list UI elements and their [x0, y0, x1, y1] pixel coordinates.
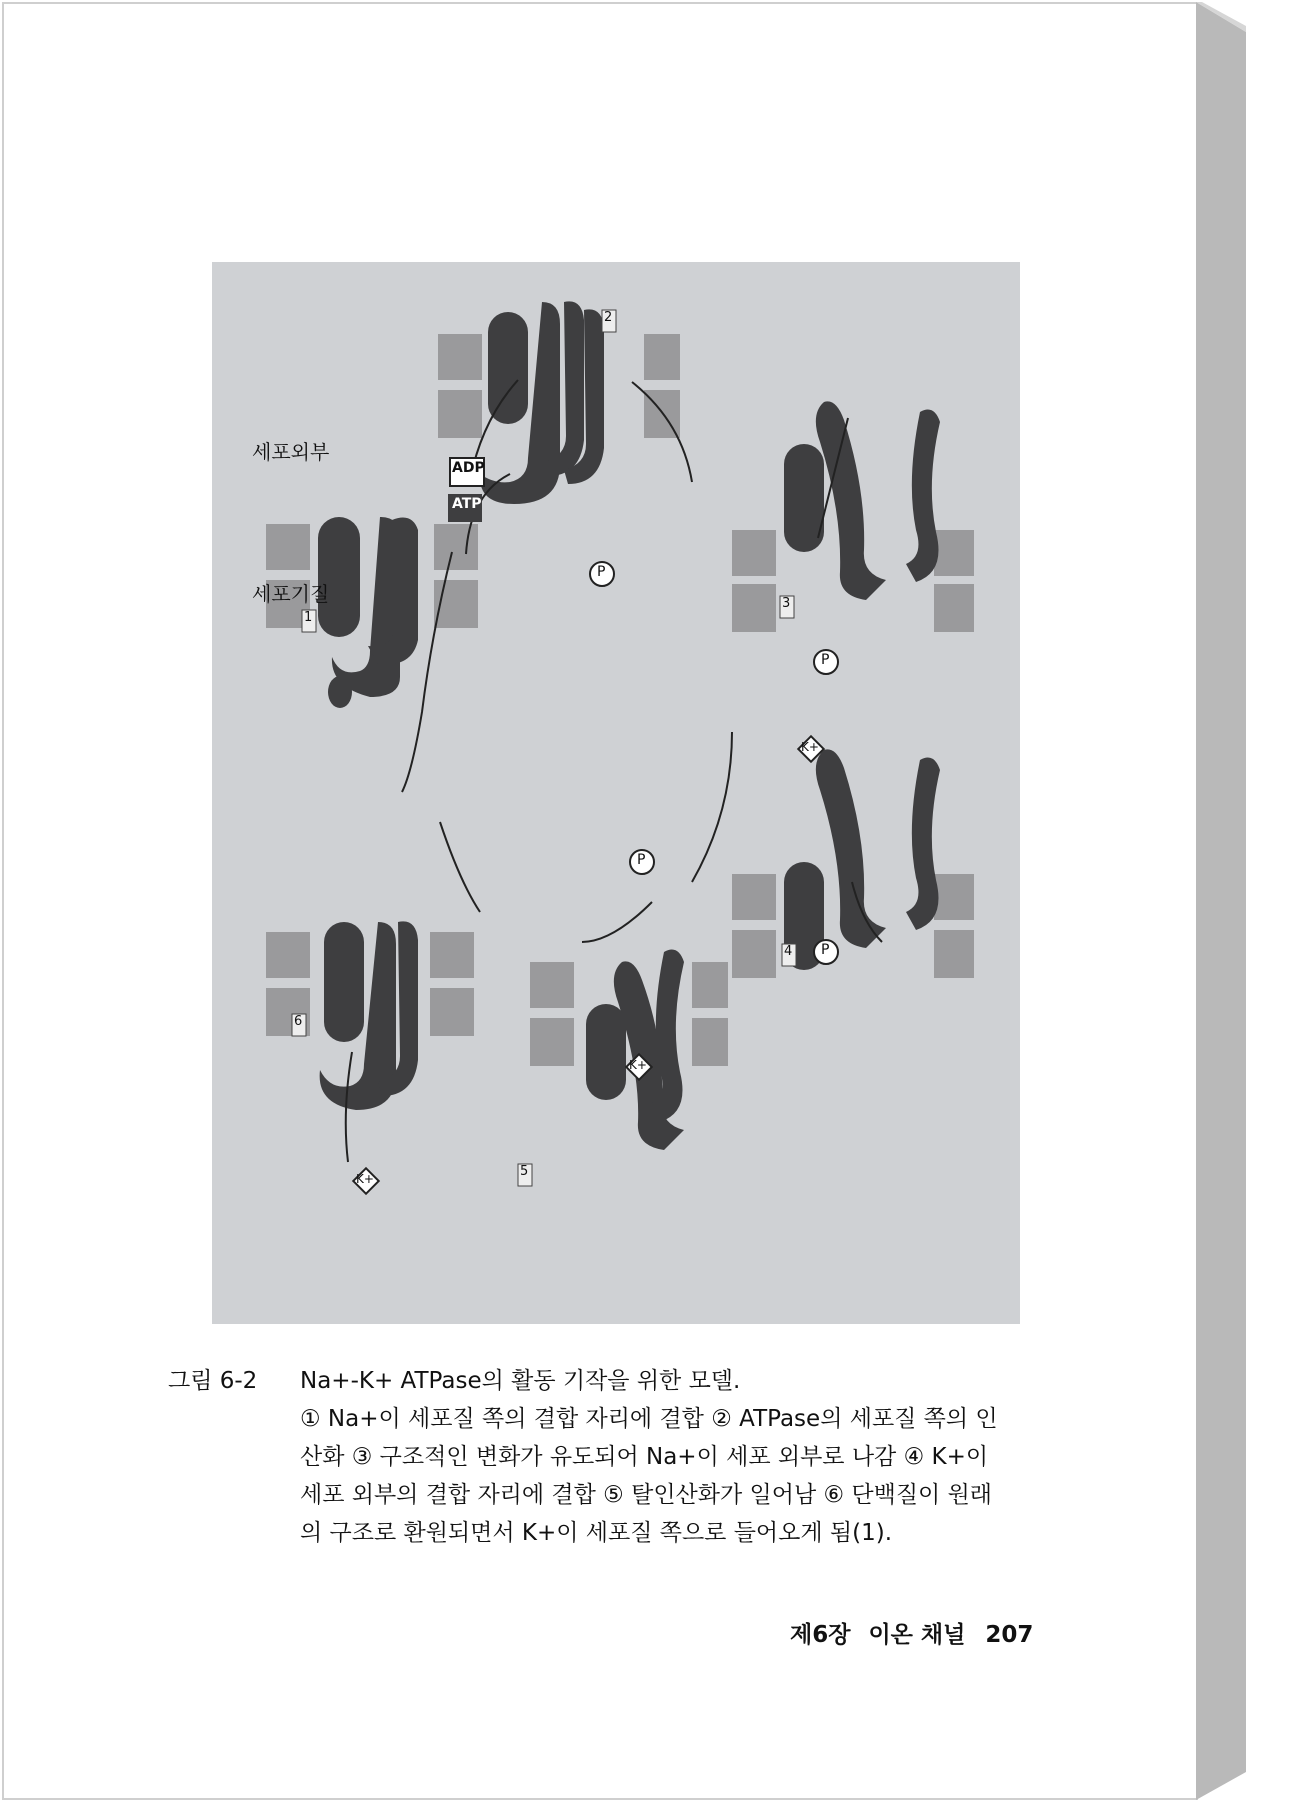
step-6: 6: [294, 1014, 303, 1029]
atpase-model-figure: [212, 262, 1020, 1324]
label-k-1: K+: [801, 740, 819, 754]
footer-title: 이온 채널: [868, 1622, 966, 1648]
page-number: 207: [985, 1622, 1034, 1648]
label-p-2: P: [821, 652, 830, 668]
step-1: 1: [304, 610, 313, 625]
label-k-2: K+: [356, 1172, 374, 1186]
caption-number: 그림 6-2: [168, 1368, 258, 1394]
page-edge: [1196, 2, 1250, 1800]
caption-line-3: 세포 외부의 결합 자리에 결합 ⑤ 탈인산화가 일어남 ⑥ 단백질이 원래: [300, 1482, 993, 1508]
label-cytoplasm: 세포기질: [252, 582, 330, 606]
label-p-4: P: [821, 942, 830, 958]
step-3: 3: [782, 596, 791, 611]
label-k-3: K+: [629, 1058, 647, 1072]
label-p-3: P: [637, 852, 646, 868]
step-2: 2: [604, 310, 613, 325]
caption-body: [300, 1400, 1080, 1552]
footer-chapter: 제6장: [790, 1622, 851, 1648]
page-footer: [790, 1616, 1033, 1649]
label-extracellular: 세포외부: [252, 440, 330, 464]
caption-line-4: 의 구조로 환원되면서 K+이 세포질 쪽으로 들어오게 됨(1).: [300, 1520, 892, 1546]
caption-line-2: 산화 ③ 구조적인 변화가 유도되어 Na+이 세포 외부로 나감 ④ K+이: [300, 1444, 989, 1470]
caption-line-1: ① Na+이 세포질 쪽의 결합 자리에 결합 ② ATPase의 세포질 쪽의 인: [300, 1406, 998, 1432]
step-4: 4: [784, 944, 793, 959]
label-atp: ATP: [452, 496, 482, 512]
label-p-1: P: [597, 564, 606, 580]
label-adp: ADP: [452, 460, 485, 476]
caption-title: Na+-K+ ATPase의 활동 기작을 위한 모델.: [300, 1368, 741, 1394]
step-5: 5: [520, 1164, 529, 1179]
